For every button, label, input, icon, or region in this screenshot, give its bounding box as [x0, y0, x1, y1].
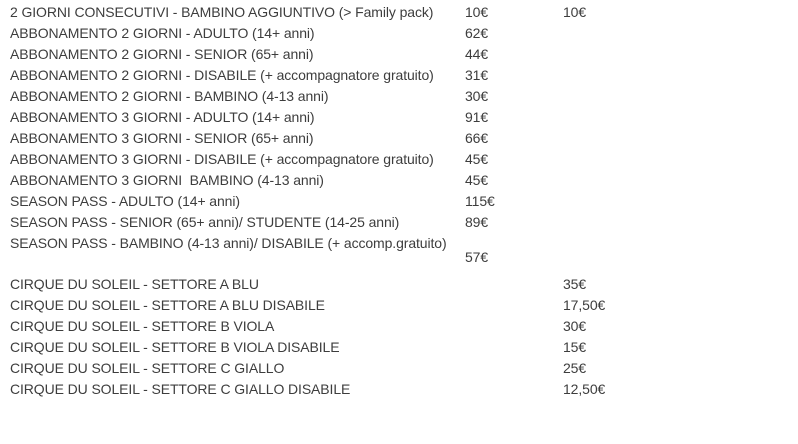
ticket-label: 2 GIORNI CONSECUTIVI - BAMBINO AGGIUNTIVO (> Family pack)	[10, 4, 434, 20]
ticket-price-column-2	[563, 170, 798, 191]
ticket-price-column-2: 15€	[563, 339, 587, 355]
ticket-price-column-1: 44€	[465, 46, 489, 62]
table-row	[0, 149, 798, 170]
table-row	[0, 191, 798, 212]
table-row	[0, 2, 798, 23]
ticket-price-column-1: 30€	[465, 88, 489, 104]
ticket-price-column-2: 35€	[563, 276, 587, 292]
table-row	[0, 44, 798, 65]
ticket-price-column-1: 31€	[465, 67, 489, 83]
ticket-price-column-2: 12,50€	[563, 381, 606, 397]
ticket-price-column-2	[563, 191, 798, 212]
ticket-price-column-1: 89€	[465, 214, 489, 230]
ticket-label: ABBONAMENTO 3 GIORNI - DISABILE (+ accompagnatore gratuito)	[10, 151, 434, 167]
ticket-label: CIRQUE DU SOLEIL - SETTORE B VIOLA	[10, 318, 275, 334]
ticket-label: ABBONAMENTO 2 GIORNI - BAMBINO (4-13 anni)	[10, 88, 329, 104]
ticket-price-column-1	[465, 316, 563, 337]
ticket-price-column-1: 62€	[465, 25, 489, 41]
ticket-label: SEASON PASS - SENIOR (65+ anni)/ STUDENTE (14-25 anni)	[10, 214, 400, 230]
ticket-price-column-1	[465, 379, 563, 400]
table-row	[0, 65, 798, 86]
ticket-price-column-1: 57€	[465, 249, 489, 265]
ticket-label: ABBONAMENTO 2 GIORNI - DISABILE (+ accompagnatore gratuito)	[10, 67, 434, 83]
ticket-label: CIRQUE DU SOLEIL - SETTORE B VIOLA DISABILE	[10, 339, 340, 355]
ticket-price-column-2: 30€	[563, 318, 587, 334]
ticket-label: SEASON PASS - BAMBINO (4-13 anni)/ DISABILE (+ accomp.gratuito)	[10, 235, 447, 251]
ticket-label: ABBONAMENTO 3 GIORNI - ADULTO (14+ anni)	[10, 109, 315, 125]
ticket-price-column-2	[563, 44, 798, 65]
ticket-price-column-2	[563, 149, 798, 170]
table-row	[0, 274, 798, 295]
ticket-label: CIRQUE DU SOLEIL - SETTORE C GIALLO DISABILE	[10, 381, 351, 397]
ticket-price-column-2	[563, 128, 798, 149]
table-row	[0, 128, 798, 149]
ticket-price-column-1	[465, 295, 563, 316]
table-row	[0, 23, 798, 44]
ticket-price-column-2	[563, 233, 798, 254]
ticket-price-column-2: 25€	[563, 360, 587, 376]
table-row	[0, 295, 798, 316]
ticket-price-column-1: 10€	[465, 4, 489, 20]
ticket-price-column-2	[563, 86, 798, 107]
ticket-price-column-2	[563, 107, 798, 128]
table-row	[0, 86, 798, 107]
ticket-label: CIRQUE DU SOLEIL - SETTORE A BLU DISABILE	[10, 297, 325, 313]
ticket-label: ABBONAMENTO 2 GIORNI - ADULTO (14+ anni)	[10, 25, 315, 41]
ticket-price-column-2	[563, 65, 798, 86]
ticket-price-column-1: 91€	[465, 109, 489, 125]
table-row	[0, 170, 798, 191]
ticket-price-column-2	[563, 212, 798, 233]
ticket-price-column-1: 45€	[465, 172, 489, 188]
ticket-label: CIRQUE DU SOLEIL - SETTORE C GIALLO	[10, 360, 285, 376]
ticket-price-column-1	[465, 337, 563, 358]
ticket-price-column-1: 66€	[465, 130, 489, 146]
table-row	[0, 212, 798, 233]
ticket-price-column-2	[563, 23, 798, 44]
section-gap	[0, 254, 798, 274]
table-row	[0, 233, 798, 265]
ticket-price-column-1: 115€	[465, 193, 495, 209]
table-row	[0, 358, 798, 379]
ticket-price-column-2: 10€	[563, 4, 587, 20]
table-row	[0, 107, 798, 128]
ticket-price-column-1	[465, 274, 563, 295]
table-row	[0, 316, 798, 337]
ticket-price-column-1	[465, 358, 563, 379]
ticket-price-column-2: 17,50€	[563, 297, 606, 313]
ticket-label: ABBONAMENTO 2 GIORNI - SENIOR (65+ anni)	[10, 46, 314, 62]
ticket-label: CIRQUE DU SOLEIL - SETTORE A BLU	[10, 276, 259, 292]
table-row	[0, 337, 798, 358]
ticket-label: SEASON PASS - ADULTO (14+ anni)	[10, 193, 240, 209]
ticket-label: ABBONAMENTO 3 GIORNI - SENIOR (65+ anni)	[10, 130, 314, 146]
ticket-label: ABBONAMENTO 3 GIORNI BAMBINO (4-13 anni)	[10, 172, 324, 188]
table-row	[0, 379, 798, 400]
ticket-price-column-1: 45€	[465, 151, 489, 167]
